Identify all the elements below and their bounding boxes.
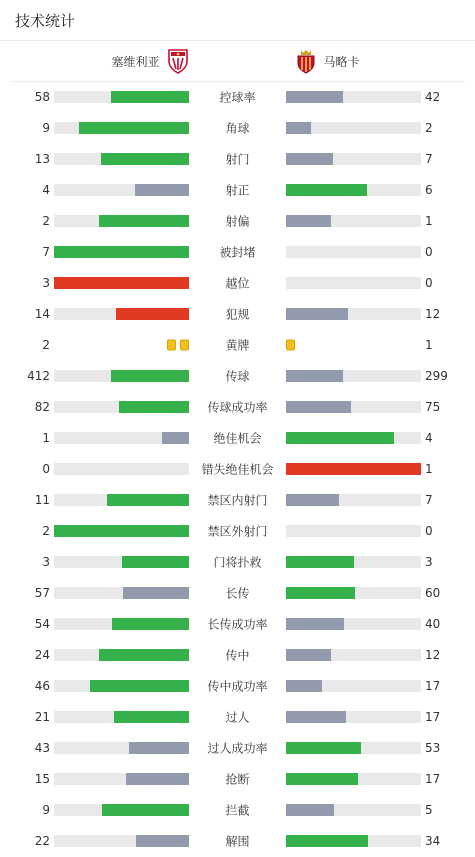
stat-row: [0, 608, 475, 639]
away-value: 2: [425, 120, 433, 135]
home-bar-track: [54, 153, 189, 165]
stat-row: [0, 298, 475, 329]
away-bar-track: [286, 587, 421, 599]
yellow-card-icon: [286, 339, 295, 350]
away-bar-track: [286, 618, 421, 630]
away-bar-fill: [286, 804, 334, 816]
away-bar-track: [286, 246, 421, 258]
away-bar-fill: [286, 556, 354, 568]
home-value: 9: [42, 802, 50, 817]
stat-label: 绝佳机会: [213, 431, 262, 445]
away-value: 1: [425, 213, 433, 228]
away-bar-track: [286, 122, 421, 134]
home-bar-fill: [90, 680, 189, 692]
away-bar-track: [286, 494, 421, 506]
home-bar-fill: [126, 773, 189, 785]
stat-row: [0, 267, 475, 298]
home-bar-track: [54, 525, 189, 537]
stat-row: [0, 236, 475, 267]
stat-row: [0, 329, 475, 360]
away-bar-track: [286, 804, 421, 816]
away-bar-fill: [286, 91, 343, 103]
teams-header: [10, 41, 465, 82]
home-bar-track: [54, 215, 189, 227]
mallorca-crest-icon: [294, 48, 318, 74]
stat-label: 错失绝佳机会: [201, 462, 274, 476]
home-bar-track: [54, 246, 189, 258]
home-value: 2: [42, 523, 50, 538]
away-bar-track: [286, 308, 421, 320]
stat-label: 过人成功率: [207, 741, 268, 755]
away-value: 12: [425, 647, 441, 662]
stat-label: 抢断: [225, 772, 250, 786]
home-bar-track: [54, 556, 189, 568]
away-bar-track: [286, 432, 421, 444]
away-bar-track: [286, 711, 421, 723]
away-bar-fill: [286, 835, 368, 847]
stat-row: [0, 360, 475, 391]
home-bar-fill: [114, 711, 189, 723]
home-bar-fill: [54, 277, 189, 289]
away-value: 5: [425, 802, 433, 817]
away-value: 42: [425, 89, 441, 104]
away-bar-fill: [286, 649, 331, 661]
stat-row: [0, 763, 475, 794]
away-value: 17: [425, 678, 441, 693]
away-bar-track: [286, 184, 421, 196]
home-bar-track: [54, 804, 189, 816]
home-value: 7: [42, 244, 50, 259]
away-value: 17: [425, 709, 441, 724]
away-bar-fill: [286, 432, 394, 444]
home-bar-fill: [162, 432, 189, 444]
home-yellow-cards: [167, 339, 189, 350]
away-bar-fill: [286, 370, 343, 382]
home-bar-fill: [102, 804, 189, 816]
away-bar-fill: [286, 308, 348, 320]
home-value: 2: [42, 213, 50, 228]
home-bar-fill: [119, 401, 189, 413]
away-bar-track: [286, 556, 421, 568]
stat-label: 传中成功率: [207, 679, 268, 693]
stat-label: 门将扑救: [213, 555, 262, 569]
home-bar-fill: [79, 122, 189, 134]
sevilla-crest-icon: [166, 48, 190, 74]
away-value: 12: [425, 306, 441, 321]
away-bar-fill: [286, 153, 333, 165]
home-bar-track: [54, 122, 189, 134]
stat-row: [0, 484, 475, 515]
stat-row: [0, 143, 475, 174]
home-bar-track: [54, 742, 189, 754]
stat-label: 被封堵: [219, 245, 256, 259]
home-value: 0: [42, 461, 50, 476]
home-value: 46: [34, 678, 50, 693]
home-team-name: 塞维利亚: [111, 54, 160, 69]
away-bar-fill: [286, 122, 311, 134]
home-bar-track: [54, 184, 189, 196]
stat-row: [0, 670, 475, 701]
away-bar-track: [286, 277, 421, 289]
stat-row: [0, 701, 475, 732]
home-bar-fill: [101, 153, 189, 165]
stat-row: [0, 453, 475, 484]
stat-row: [0, 422, 475, 453]
away-bar-track: [286, 91, 421, 103]
stat-label: 传球成功率: [207, 400, 268, 414]
away-bar-track: [286, 835, 421, 847]
away-value: 40: [425, 616, 441, 631]
home-bar-fill: [107, 494, 189, 506]
yellow-card-icon: [180, 339, 189, 350]
home-value: 58: [34, 89, 50, 104]
home-value: 3: [42, 275, 50, 290]
yellow-card-icon: [167, 339, 176, 350]
stat-label: 控球率: [219, 90, 256, 104]
away-bar-track: [286, 773, 421, 785]
home-bar-track: [54, 308, 189, 320]
stat-label: 射偏: [225, 214, 250, 228]
home-bar-fill: [116, 308, 189, 320]
home-bar-track: [54, 432, 189, 444]
stat-row: [0, 825, 475, 856]
home-bar-fill: [122, 556, 190, 568]
away-bar-track: [286, 525, 421, 537]
away-bar-fill: [286, 773, 358, 785]
home-bar-track: [54, 91, 189, 103]
away-bar-track: [286, 401, 421, 413]
home-bar-fill: [129, 742, 189, 754]
stat-label: 越位: [225, 276, 250, 290]
away-bar-track: [286, 153, 421, 165]
home-value: 4: [42, 182, 50, 197]
stat-label: 犯规: [225, 307, 250, 321]
away-value: 1: [425, 337, 433, 352]
away-bar-fill: [286, 463, 421, 475]
stat-row: [0, 639, 475, 670]
away-bar-track: [286, 680, 421, 692]
away-value: 7: [425, 492, 433, 507]
home-value: 43: [34, 740, 50, 755]
away-value: 17: [425, 771, 441, 786]
home-bar-fill: [99, 649, 189, 661]
stat-label: 拦截: [225, 803, 250, 817]
stat-label: 传球: [225, 369, 250, 383]
home-bar-track: [54, 494, 189, 506]
home-bar-track: [54, 463, 189, 475]
stat-label: 传中: [225, 648, 250, 662]
away-bar-fill: [286, 494, 339, 506]
home-value: 9: [42, 120, 50, 135]
away-bar-fill: [286, 680, 322, 692]
stat-row: [0, 391, 475, 422]
home-bar-track: [54, 618, 189, 630]
home-bar-fill: [54, 246, 189, 258]
home-bar-track: [54, 680, 189, 692]
away-bar-fill: [286, 618, 344, 630]
home-value: 14: [34, 306, 50, 321]
stat-row: [0, 732, 475, 763]
away-yellow-cards: [286, 339, 295, 350]
stat-label: 禁区外射门: [207, 524, 268, 538]
home-value: 1: [42, 430, 50, 445]
stat-row: [0, 205, 475, 236]
home-team[interactable]: [111, 47, 189, 75]
stat-label: 禁区内射门: [207, 493, 268, 507]
away-bar-fill: [286, 711, 346, 723]
away-value: 1: [425, 461, 433, 476]
stat-label: 过人: [225, 710, 250, 724]
away-bar-track: [286, 742, 421, 754]
away-bar-fill: [286, 587, 355, 599]
away-value: 6: [425, 182, 433, 197]
home-bar-track: [54, 277, 189, 289]
away-bar-track: [286, 649, 421, 661]
home-bar-track: [54, 370, 189, 382]
home-bar-track: [54, 773, 189, 785]
home-value: 22: [34, 833, 50, 848]
home-value: 11: [34, 492, 50, 507]
home-bar-track: [54, 711, 189, 723]
home-bar-fill: [136, 835, 189, 847]
away-bar-track: [286, 370, 421, 382]
stat-label: 射正: [225, 183, 250, 197]
away-value: 60: [425, 585, 441, 600]
away-value: 0: [425, 244, 433, 259]
stat-label: 射门: [225, 152, 250, 166]
home-bar-fill: [54, 525, 189, 537]
home-bar-fill: [112, 618, 189, 630]
stat-row: [0, 515, 475, 546]
home-bar-fill: [111, 370, 189, 382]
home-value: 57: [34, 585, 50, 600]
stat-label: 长传成功率: [207, 617, 268, 631]
away-team-name: 马略卡: [323, 54, 360, 69]
home-value: 82: [34, 399, 50, 414]
stats-list: [0, 81, 475, 856]
away-value: 7: [425, 151, 433, 166]
away-bar-track: [286, 463, 421, 475]
home-bar-fill: [123, 587, 189, 599]
home-value: 13: [34, 151, 50, 166]
stat-label: 长传: [225, 586, 250, 600]
home-value: 24: [34, 647, 50, 662]
stat-label: 角球: [225, 121, 250, 135]
away-bar-fill: [286, 401, 351, 413]
away-bar-fill: [286, 742, 361, 754]
home-bar-fill: [135, 184, 189, 196]
home-bar-track: [54, 587, 189, 599]
away-team[interactable]: [294, 47, 360, 75]
away-value: 299: [425, 368, 448, 383]
away-bar-fill: [286, 215, 331, 227]
stat-label: 黄牌: [225, 338, 250, 352]
away-value: 34: [425, 833, 441, 848]
stat-row: [0, 81, 475, 112]
away-value: 0: [425, 275, 433, 290]
home-bar-track: [54, 835, 189, 847]
home-value: 21: [34, 709, 50, 724]
page-title: 技术统计: [15, 12, 76, 30]
away-bar-track: [286, 215, 421, 227]
away-value: 53: [425, 740, 441, 755]
stat-label: 解围: [225, 834, 250, 848]
away-value: 4: [425, 430, 433, 445]
home-bar-fill: [111, 91, 189, 103]
stat-row: [0, 577, 475, 608]
away-value: 3: [425, 554, 433, 569]
home-bar-fill: [99, 215, 189, 227]
home-value: 412: [27, 368, 50, 383]
home-value: 2: [42, 337, 50, 352]
stat-row: [0, 174, 475, 205]
home-value: 54: [34, 616, 50, 631]
away-bar-fill: [286, 184, 367, 196]
home-bar-track: [54, 401, 189, 413]
away-value: 0: [425, 523, 433, 538]
home-value: 15: [34, 771, 50, 786]
home-bar-track: [54, 649, 189, 661]
stat-row: [0, 794, 475, 825]
stat-row: [0, 546, 475, 577]
away-value: 75: [425, 399, 441, 414]
stat-row: [0, 112, 475, 143]
home-value: 3: [42, 554, 50, 569]
